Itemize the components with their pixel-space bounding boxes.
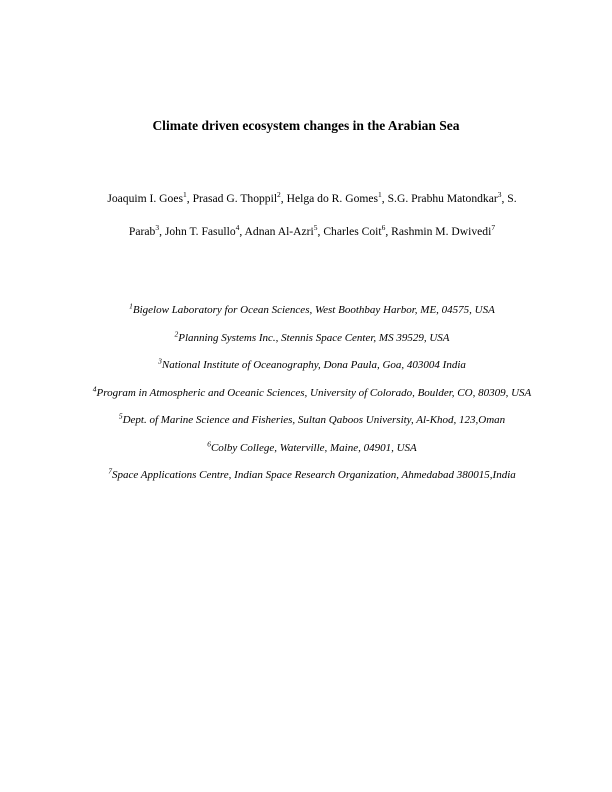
author: Helga do R. Gomes$^1$, (286, 190, 388, 205)
author-affiliation-marker: 6 (381, 223, 386, 233)
author-affiliation-marker: 7 (491, 223, 496, 233)
author: S. Parab$^3$, (128, 192, 517, 238)
author-affiliation-marker: 4 (235, 223, 240, 233)
affiliation: $^3$National Institute of Oceanography, Dona Paula, Goa, 403004 India (158, 356, 466, 371)
author: Joaquim I. Goes$^1$, (107, 190, 193, 205)
affiliation: $^1$Bigelow Laboratory for Ocean Sciences, West Boothbay Harbor, ME, 04575, USA (129, 301, 495, 316)
affiliation-marker: 1 (129, 301, 133, 311)
affiliation-marker: 2 (174, 328, 179, 338)
affiliation-marker: 7 (108, 466, 112, 476)
author-affiliation-marker: 1 (183, 190, 187, 200)
affiliation: $^6$Colby College, Waterville, Maine, 04901, USA (207, 438, 417, 454)
author-affiliation-marker: 3 (497, 190, 502, 200)
affiliation: $^2$Planning Systems Inc., Stennis Space Center, MS 39529, USA (174, 328, 450, 344)
affiliation: $^5$Dept. of Marine Science and Fisheries, Sultan Qaboos University, Al-Khod, 123,Oman (118, 411, 506, 426)
author-affiliation-marker: 3 (155, 223, 160, 233)
author-list (96, 182, 528, 248)
author: Charles Coit$^6$, (323, 223, 392, 238)
affiliation-list (92, 297, 532, 490)
author-affiliation-marker: 5 (313, 223, 318, 233)
author-affiliation-marker: 1 (378, 190, 382, 200)
affiliation: $^4$Program in Atmospheric and Oceanic Sciences, University of Colorado, Boulder, CO, 80309, USA (92, 383, 532, 399)
paper-title: Climate driven ecosystem changes in the Arabian Sea (152, 118, 460, 133)
author-affiliation-marker: 2 (277, 190, 281, 200)
author: Rashmin M. Dwivedi$^7$ (391, 223, 496, 238)
affiliation: $^7$Space Applications Centre, Indian Space Research Organization, Ahmedabad 380015,India (108, 466, 516, 481)
affiliation-marker: 5 (118, 411, 123, 421)
author: Prasad G. Thoppil$^2$, (192, 190, 287, 205)
author: John T. Fasullo$^4$, (164, 223, 245, 238)
author: Adnan Al-Azri$^5$, (244, 223, 324, 238)
author: S.G. Prabhu Matondkar$^3$, (387, 190, 508, 205)
affiliation-marker: 3 (158, 356, 162, 366)
affiliation-marker: 6 (207, 438, 211, 448)
affiliation-marker: 4 (92, 383, 97, 393)
